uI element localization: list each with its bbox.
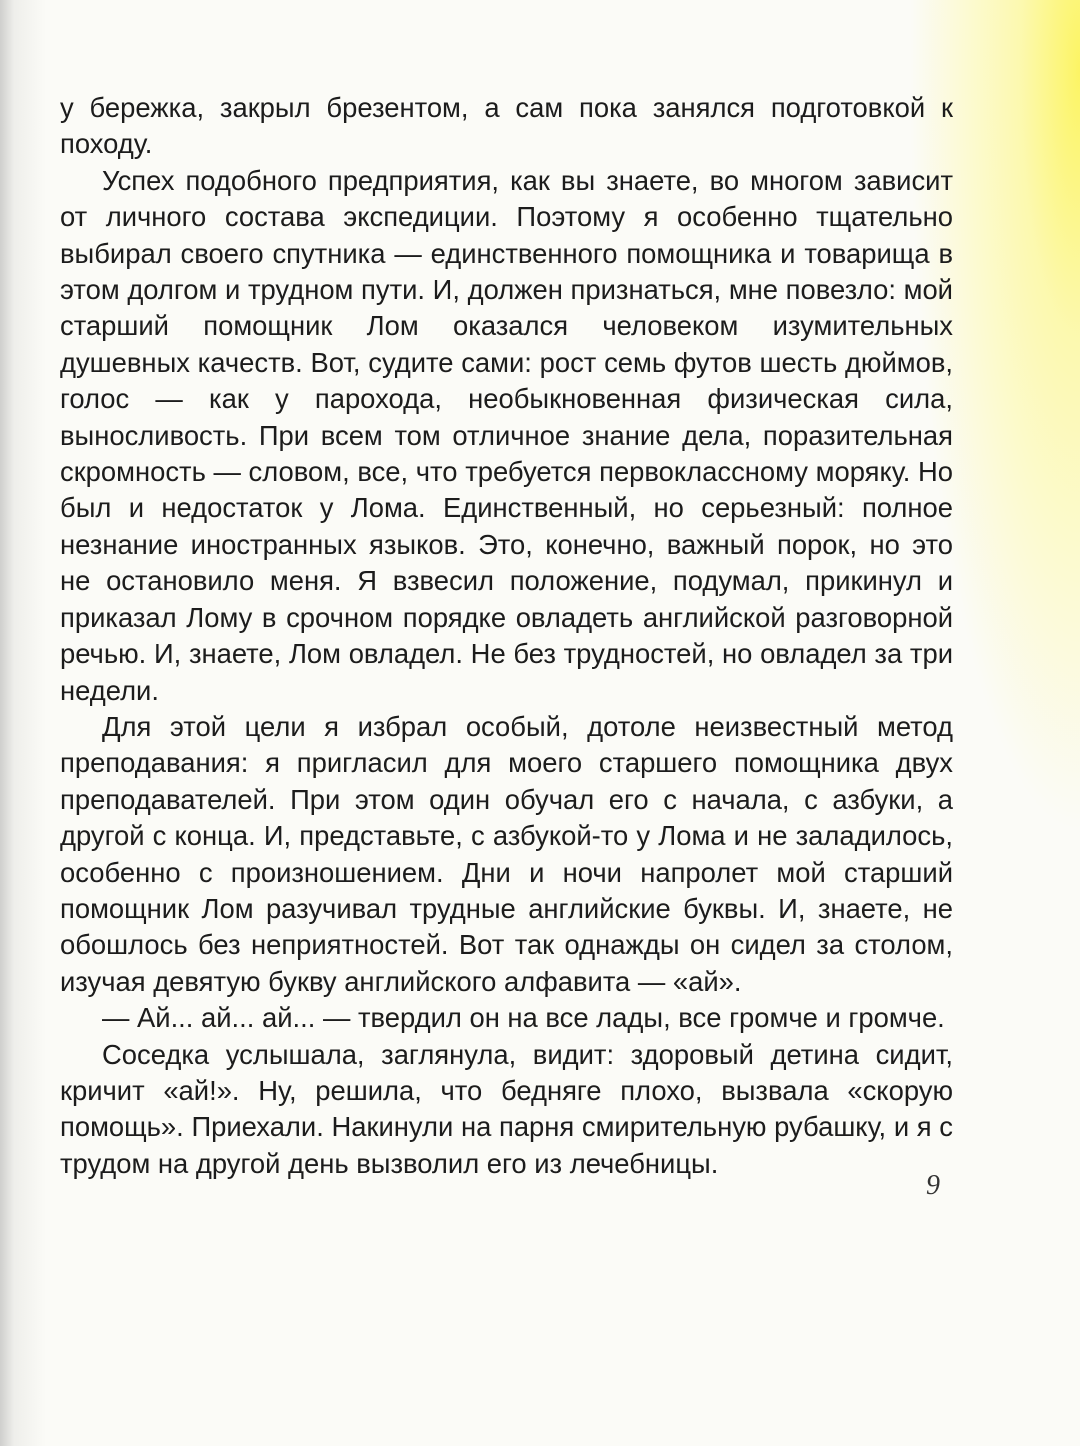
paragraph-continuation: у бережка, закрыл брезентом, а сам пока занялся подготовкой к походу. xyxy=(60,92,953,160)
paragraph: Соседка услышала, заглянула, видит: здоровый детина сидит, кричит «ай!». Ну, решила, что бедняге плохо, вызвала «скорую помощь». Приехали. Накинули на парня смирительную рубашку, и я с трудом на другой день вызволил его из лечебницы. xyxy=(60,1038,953,1179)
page-number: 9 xyxy=(926,1170,940,1201)
body-text xyxy=(60,90,953,1182)
paragraph: Для этой цели я избрал особый, дотоле неизвестный метод преподавания: я пригласил для моего старшего помощника двух преподавателей. При этом один обучал его с начала, с азбуки, а другой с конца. И, представьте, с азбукой-то у Лома и не заладилось, особенно с произношением. Дни и ночи напролет мой старший помощник Лом разучивал трудные английские буквы. И, знаете, не обошлось без неприятностей. Вот так однажды он сидел за столом, изучая девятую букву английского алфавита — «ай». xyxy=(60,710,953,997)
paragraph-dialogue: — Ай... ай... ай... — твердил он на все лады, все громче и громче. xyxy=(102,1002,945,1034)
paragraph: Успех подобного предприятия, как вы знаете, во многом зависит от личного состава экспедиции. Поэтому я особенно тщательно выбирал своего спутника — единственного помощника и товарища в этом долгом и трудном пути. И, должен признаться, мне повезло: мой старший помощник Лом оказался человеком изумительных душевных качеств. Вот, судите сами: рост семь футов шесть дюймов, голос — как у парохода, необыкновенная физическая сила, выносливость. При всем том отличное знание дела, поразительная скромность — словом, все, что требуется первоклассному моряку. Но был и недостаток у Лома. Единственный, но серьезный: полное незнание иностранных языков. Это, конечно, важный порок, но это не остановило меня. Я взвесил положение, подумал, прикинул и приказал Лому в срочном порядке овладеть английской разговорной речью. И, знаете, Лом овладел. Не без трудностей, но овладел за три недели. xyxy=(60,164,953,706)
